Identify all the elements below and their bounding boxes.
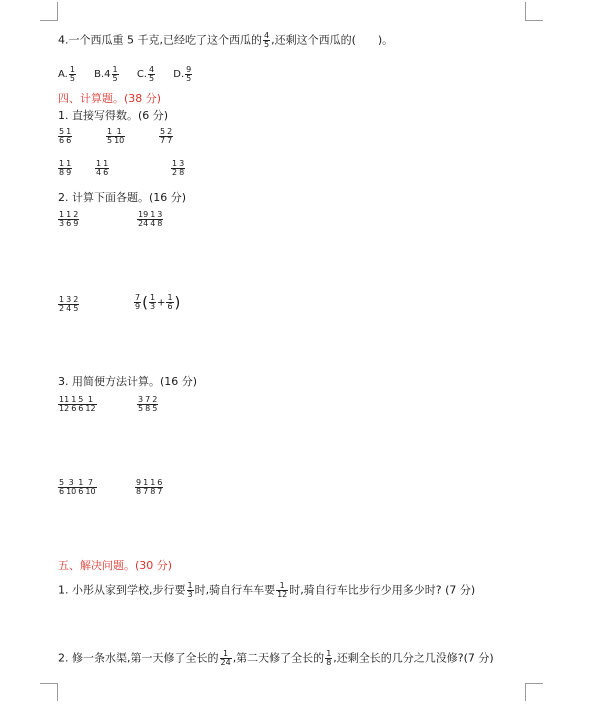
expr-2-1 xyxy=(58,211,79,228)
question-4-text-b: ,还剩这个西瓜的( xyxy=(271,33,356,47)
fraction: $\frac{1}{4}$ xyxy=(96,159,102,177)
section-4-title: 四、计算题。(38 分) xyxy=(58,92,162,105)
expr-2-2 xyxy=(137,211,163,228)
fraction: $\frac{1}{6}$ xyxy=(66,210,72,228)
fraction: $\frac{1}{6}$ xyxy=(78,478,84,496)
fraction: $\frac{5}{6}$ xyxy=(78,395,84,413)
fraction: $\frac{3}{4}$ xyxy=(66,295,72,313)
fraction: $\frac{1}{10}$ xyxy=(114,127,125,145)
fraction: $\frac{7}{10}$ xyxy=(85,478,96,496)
question-4-text-a: 4.一个西瓜重 5 千克,已经吃了这个西瓜的 xyxy=(58,33,262,47)
fraction: $\frac{3}{10}$ xyxy=(66,478,77,496)
expr-1-3 xyxy=(159,128,173,145)
fraction: $\frac{1}{5}$ xyxy=(107,127,113,145)
fraction: $\frac{6}{7}$ xyxy=(157,478,163,496)
expr-3-2 xyxy=(137,396,158,413)
fraction: $\frac{19}{24}$ xyxy=(138,210,149,228)
problem-2: 2. 修一条水渠,第一天修了全长的 $\frac{1}{24}$ ,第二天修了全长的 $\frac{1}{8}$ ,还剩全长的几分之几没修?(7 分) xyxy=(58,649,494,667)
crop-mark-top-left-h xyxy=(40,20,58,21)
fraction: $\frac{7}{8}$ xyxy=(145,395,151,413)
expr-1-6 xyxy=(171,160,185,177)
fraction: $\frac{3}{5}$ xyxy=(138,395,144,413)
fraction: $\frac{2}{9}$ xyxy=(73,210,79,228)
expr-1-4 xyxy=(58,160,72,177)
crop-mark-bottom-left-v xyxy=(57,683,58,701)
section-4-part-3-title: 3. 用简便方法计算。(16 分) xyxy=(58,375,198,388)
fraction: $\frac{11}{12}$ xyxy=(59,395,70,413)
crop-mark-top-right-v xyxy=(525,2,526,20)
fraction: $\frac{5}{7}$ xyxy=(160,127,166,145)
fraction: $\frac{1}{6}$ xyxy=(71,395,77,413)
option-d[interactable]: D. $\frac{9}{5}$ xyxy=(173,65,192,83)
fraction: $\frac{1}{12}$ xyxy=(85,395,96,413)
expr-3-1 xyxy=(58,396,97,413)
expr-1-1 xyxy=(58,128,72,145)
expr-2-3 xyxy=(58,296,79,313)
section-5-title: 五、解决问题。(30 分) xyxy=(58,559,173,572)
fraction: $\frac{2}{5}$ xyxy=(152,395,158,413)
fraction: $\frac{3}{8}$ xyxy=(179,159,185,177)
expr-3-4 xyxy=(135,479,163,496)
fraction: $\frac{1}{2}$ xyxy=(59,295,65,313)
option-b[interactable]: B. 4 $\frac{1}{5}$ xyxy=(94,65,118,83)
fraction: $\frac{5}{6}$ xyxy=(59,478,65,496)
expr-1-5 xyxy=(95,160,109,177)
expr-1-2 xyxy=(106,128,125,145)
problem-1: 1. 小彤从家到学校,步行要 $\frac{1}{3}$ 时,骑自行车车要 $\frac{1}{12}$ 时,骑自行车比步行少用多少时? (7 分) xyxy=(58,581,476,599)
crop-mark-bottom-left-h xyxy=(40,683,58,684)
fraction: $\frac{1}{8}$ xyxy=(150,478,156,496)
option-c[interactable]: C. $\frac{4}{5}$ xyxy=(136,65,155,83)
fraction: $\frac{1}{7}$ xyxy=(143,478,149,496)
fraction: $\frac{9}{8}$ xyxy=(136,478,142,496)
expr-3-3 xyxy=(58,479,97,496)
fraction: $\frac{1}{8}$ xyxy=(59,159,65,177)
fraction: $\frac{1}{6}$ xyxy=(103,159,109,177)
fraction: $\frac{1}{9}$ xyxy=(66,159,72,177)
crop-mark-bottom-right-v xyxy=(525,683,526,701)
expr-2-4: $\frac{7}{9}$ ( $\frac{1}{3}$ + $\frac{1}{6}$ ) xyxy=(135,293,181,312)
fraction: $\frac{5}{6}$ xyxy=(59,127,65,145)
fraction: $\frac{1}{6}$ xyxy=(66,127,72,145)
fraction: $\frac{2}{7}$ xyxy=(167,127,173,145)
crop-mark-bottom-right-h xyxy=(525,683,543,684)
fraction: $\frac{1}{3}$ xyxy=(59,210,65,228)
crop-mark-top-left-v xyxy=(57,2,58,20)
fraction: $\frac{2}{5}$ xyxy=(73,295,79,313)
section-4-part-1-title: 1. 直接写得数。(6 分) xyxy=(58,109,169,122)
section-4-part-2-title: 2. 计算下面各题。(16 分) xyxy=(58,191,187,204)
crop-mark-top-right-h xyxy=(525,20,543,21)
question-4-text-c: )。 xyxy=(377,33,394,47)
option-a[interactable]: A. $\frac{1}{5}$ xyxy=(58,65,75,83)
fraction: $\frac{1}{2}$ xyxy=(172,159,178,177)
question-4 xyxy=(58,32,393,49)
fraction: $\frac{4}{5}$ xyxy=(263,31,270,49)
fraction: $\frac{1}{4}$ xyxy=(150,210,156,228)
question-4-options xyxy=(58,66,207,83)
fraction: $\frac{3}{8}$ xyxy=(157,210,163,228)
